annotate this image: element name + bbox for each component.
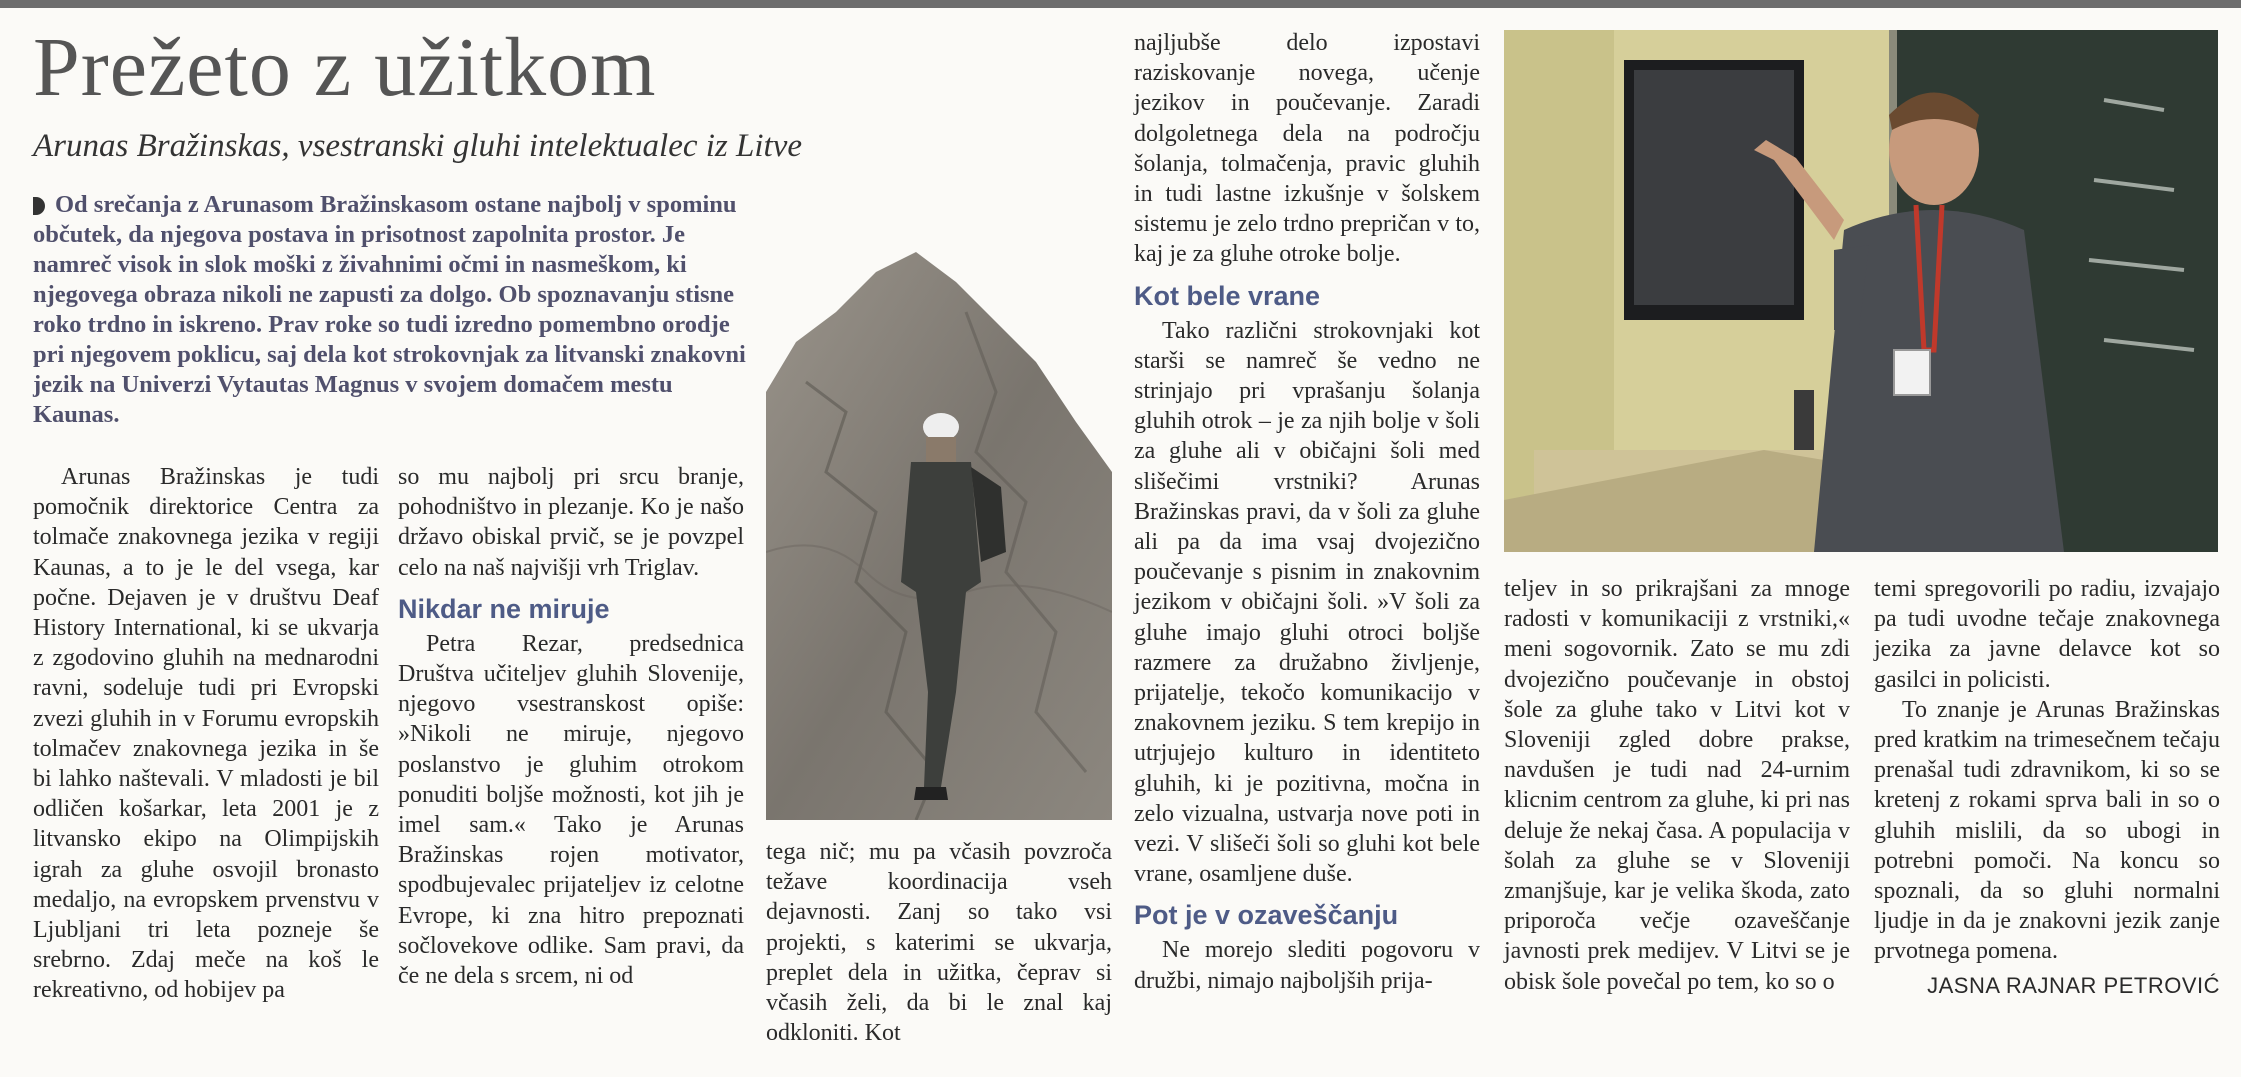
author-byline: JASNA RAJNAR PETROVIĆ [1927,972,2220,998]
subheading-kot-bele-vrane: Kot bele vrane [1134,280,1321,311]
column-2-text-1: so mu najbolj pri srcu branje, pohodništvo in plezanje. Ko je našo državo obiskal prvič, se je povzpel celo na naš najvišji vrh Triglav. [398,464,744,581]
column-1 [33,462,379,1006]
lead-marker-icon [33,197,45,215]
photo-classroom-portrait [1504,30,2218,552]
column-4-text-1: najljubše delo izpostavi raziskovanje novega, učenje jezikov in poučevanje. Zaradi dolgoletnega dela na področju šolanja, tolmačenja, pravic gluhih in tudi lastne izkušnje v šolskem sistemu je zelo trdno prepričan v to, kaj je za gluhe otroke bolje. [1134,30,1480,268]
column-2 [398,462,744,991]
column-3 [766,837,1112,1048]
photo-mountain-climber [766,252,1112,820]
column-6-text-2: To znanje je Arunas Bražinskas pred kratkim na trimesečnem tečaju prenašal tudi zdravnikom, ki so se kretenj z rokami sprva bali in so o gluhih mislili, da so ubogi in potrebni pomoči. Na koncu so spoznali, da so gluhi normalni ljudje in da je znakovni jezik zanje prvotnega pomena. [1874,696,2220,965]
column-5-text: teljev in so prikrajšani za mnoge radosti v komunikaciji z vrstniki,« meni sogovornik. Zato se mu zdi dvojezično poučevanje in obstoj šole za gluhe tako v Litvi kot v Sloveniji zgled dobre prakse, navdušen je tudi nad 24-urnim klicnim centrom za gluhe, ki pri nas deluje že nekaj časa. A populacija v šolah za gluhe se v Sloveniji zmanjšuje, kar je velika škoda, zato priporoča večje ozaveščanje javnosti prek medijev. V Litvi se je obisk šole povečal po tem, ko so o [1504,576,1850,995]
column-4-text-3: Ne morejo slediti pogovoru v družbi, nimajo najboljših prija- [1134,937,1480,994]
column-1-text: Arunas Bražinskas je tudi pomočnik direktorice Centra za tolmače znakovnega jezika v regiji Kaunas, a to je le del vsega, kar počne. Dejaven je v društvu Deaf History International, ki se ukvarja z zgodovino gluhih na mednarodni ravni, sodeluje tudi pri Evropski zvezi gluhih in v Forumu evropskih tolmačev znakovnega jezika in še bi lahko naštevali. V mladosti je bil odličen košarkar, leta 2001 je z litvansko ekipo na Olimpijskih igrah za gluhe osvojil bronasto medaljo, na evropskem prvenstvu v Ljubljani tri leta pozneje še srebrno. Zdaj meče na koš le rekreativno, od hobijev pa [33,464,379,1004]
column-4-text-2: Tako različni strokovnjaki kot starši se namreč še vedno ne strinjajo pri vprašanju šolanja gluhih otrok – je za njih bolje v šoli za gluhe ali v običajni šoli med slišečimi vrstniki? Arunas Bražinskas pravi, da v šoli za gluhe ali pa da ima vsaj dvojezično poučevanje s pisnim in znakovnim jezikom v običajni šoli. »V šoli za gluhe imajo gluhi otroci boljše razmere za družabno življenje, prijatelje, tekočo komunikacijo v znakovnem jeziku. S tem krepijo in utrjujejo kulturo in identiteto gluhih, ki je pozitivna, močna in zelo vizualna, ustvarja nove poti in vezi. V slišeči šoli so gluhi kot bele vrane, osamljene duše. [1134,317,1480,888]
subheading-pot-je-v-ozavescanju: Pot je v ozaveščanju [1134,900,1399,931]
top-rule [0,0,2241,8]
column-6 [1874,574,2220,1001]
column-6-text-1: temi spregovorili po radiu, izvajajo pa tudi uvodne tečaje znakovnega jezika za javne delavce kot so gasilci in policisti. [1874,576,2220,693]
column-5 [1504,574,1850,997]
subheading-nikdar-ne-miruje: Nikdar ne miruje [398,593,610,624]
article-subtitle: Arunas Bražinskas, vsestranski gluhi intelektualec iz Litve [33,128,802,164]
lead-text: Od srečanja z Arunasom Bražinskasom ostane najbolj v spominu občutek, da njegova postava in prisotnost zapolnita prostor. Je namreč visok in slok moški z živahnimi očmi in nasmeškom, ki njegovega obraza nikoli ne zapusti za dolgo. Ob spoznavanju stisne roko trdno in iskreno. Prav roke so tudi izredno pomembno orodje pri njegovem poklicu, saj dela kot strokovnjak za litvanski znakovni jezik na Univerzi Vytautas Magnus v svojem domačem mestu Kaunas. [33,191,746,428]
article-title: Prežeto z užitkom [33,21,657,114]
column-2-text-2: Petra Rezar, predsednica Društva učiteljev gluhih Slovenije, njegovo vsestranskost opiše: »Nikoli ne miruje, njegovo poslanstvo je gluhim otrokom ponuditi boljše možnosti, kot jih je imel sam.« Tako je Arunas Bražinskas rojen motivator, spodbujevalec prijateljev iz celotne Evrope, ki zna hitro prepoznati sočlovekove odlike. Sam pravi, da če ne dela s srcem, ni od [398,630,744,990]
column-3-text: tega nič; mu pa včasih povzroča težave koordinacija vseh dejavnosti. Zanj so tako vsi projekti, s katerimi se ukvarja, preplet dela in užitka, čeprav si včasih želi, da bi le znal kaj odkloniti. Kot [766,839,1112,1047]
lead-paragraph [33,190,749,430]
column-4 [1134,28,1480,996]
